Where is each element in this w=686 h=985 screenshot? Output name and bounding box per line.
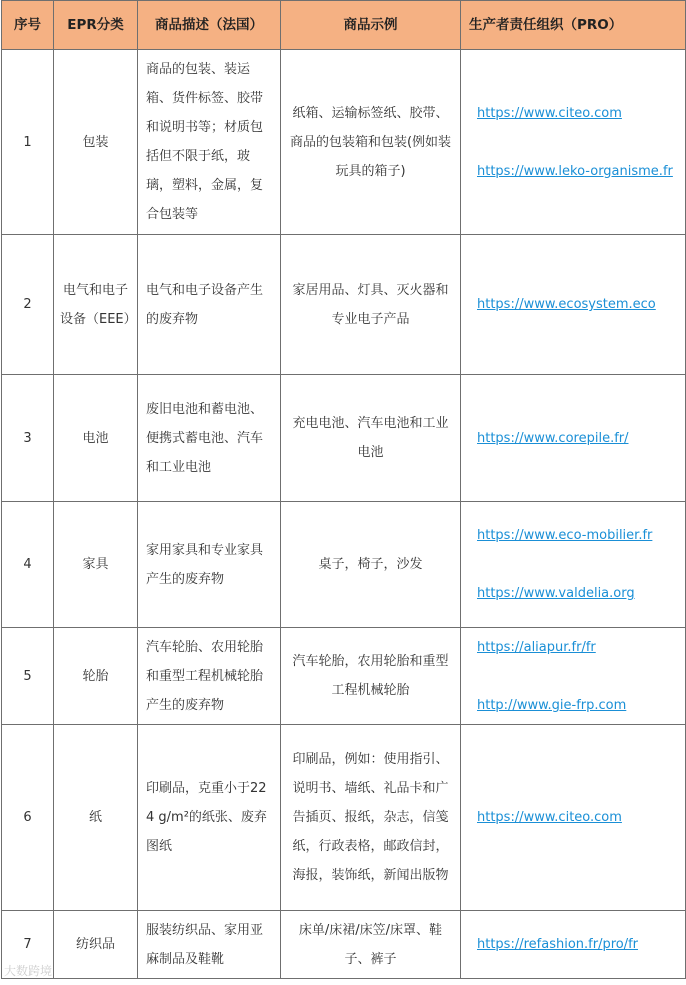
header-number: 序号 [2,1,54,50]
row-links [461,235,686,375]
pro-link[interactable]: https://aliapur.fr/fr [477,639,596,655]
pro-link[interactable]: https://www.corepile.fr/ [477,430,629,446]
row-example: 印刷品，例如：使用指引、说明书、墙纸、礼品卡和广告插页、报纸，杂志，信笺纸，行政表格，邮政信封，海报，装饰纸，新闻出版物 [281,725,461,911]
row-links [461,725,686,911]
pro-link[interactable]: https://www.valdelia.org [477,586,635,601]
header-row [2,1,686,50]
epr-table [1,0,686,979]
pro-link[interactable]: https://refashion.fr/pro/fr [477,937,639,952]
row-number: 3 [2,375,54,502]
row-description: 家用家具和专业家具产生的废弃物 [138,502,281,628]
table-row [2,911,686,979]
row-category: 包装 [54,50,138,235]
row-number: 6 [2,725,54,911]
row-category: 家具 [54,502,138,628]
row-category: 纸 [54,725,138,911]
row-description: 汽车轮胎、农用轮胎和重型工程机械轮胎产生的废弃物 [138,628,281,725]
row-number: 4 [2,502,54,628]
row-number: 1 [2,50,54,235]
row-description: 废旧电池和蓄电池、便携式蓄电池、汽车和工业电池 [138,375,281,502]
row-links [461,502,686,628]
row-example: 充电电池、汽车电池和工业电池 [281,375,461,502]
pro-link[interactable]: https://www.citeo.com [477,810,622,825]
row-example: 家居用品、灯具、灭火器和专业电子产品 [281,235,461,375]
table-row [2,502,686,628]
pro-link[interactable]: https://www.citeo.com [477,105,622,121]
row-category: 电气和电子设备（EEE） [54,235,138,375]
row-example: 纸箱、运输标签纸、胶带、商品的包装箱和包装(例如装玩具的箱子) [281,50,461,235]
table-row [2,50,686,235]
row-example: 汽车轮胎，农用轮胎和重型工程机械轮胎 [281,628,461,725]
row-example: 桌子，椅子，沙发 [281,502,461,628]
pro-link[interactable]: https://www.ecosystem.eco [477,297,656,312]
row-category: 纺织品 [54,911,138,979]
row-links [461,911,686,979]
row-number: 5 [2,628,54,725]
table-row [2,725,686,911]
row-category: 轮胎 [54,628,138,725]
header-example: 商品示例 [281,1,461,50]
header-pro: 生产者责任组织（PRO） [461,1,686,50]
row-description: 服装纺织品、家用亚麻制品及鞋靴 [138,911,281,979]
row-links [461,375,686,502]
header-category: EPR分类 [54,1,138,50]
row-links [461,50,686,235]
pro-link[interactable]: https://www.eco-mobilier.fr [477,528,653,543]
row-description: 电气和电子设备产生的废弃物 [138,235,281,375]
table-row [2,628,686,725]
row-description: 印刷品，克重小于224 g/m²的纸张、废弃图纸 [138,725,281,911]
row-example: 床单/床裙/床笠/床罩、鞋子、裤子 [281,911,461,979]
row-number: 2 [2,235,54,375]
row-number: 7 [2,911,54,979]
header-description: 商品描述（法国） [138,1,281,50]
row-links [461,628,686,725]
pro-link[interactable]: http://www.gie-frp.com [477,697,627,713]
pro-link[interactable]: https://www.leko-organisme.fr [477,163,673,179]
table-row [2,375,686,502]
row-category: 电池 [54,375,138,502]
row-description: 商品的包装、装运箱、货件标签、胶带和说明书等；材质包括但不限于纸，玻璃，塑料，金属，复合包装等 [138,50,281,235]
table-row [2,235,686,375]
watermark: 大数跨境 [4,964,53,978]
